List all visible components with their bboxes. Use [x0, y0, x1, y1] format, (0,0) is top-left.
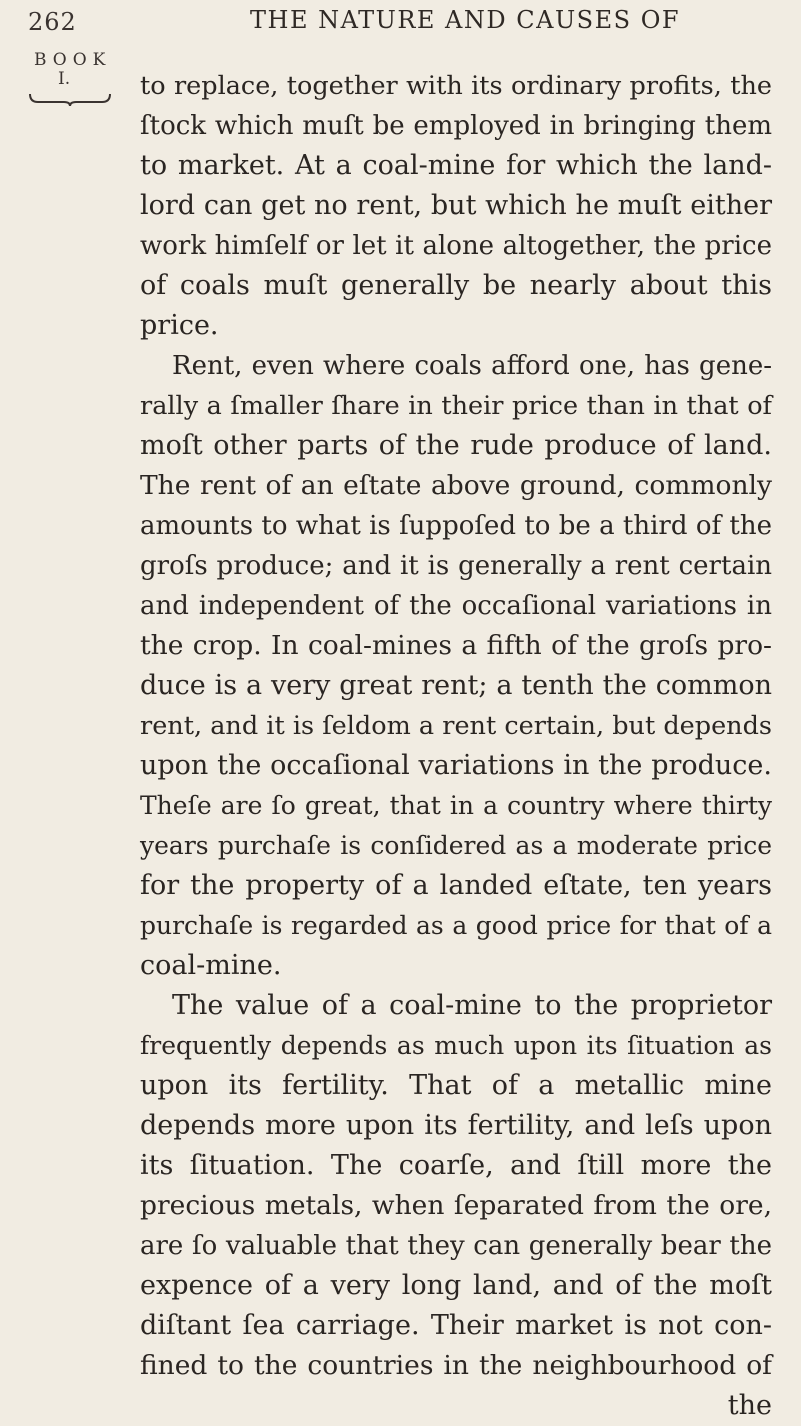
text-line: expence of a very long land, and of the moſt [140, 1270, 772, 1301]
text-line: duce is a very great rent; a tenth the common [140, 670, 772, 701]
text-line: rent, and it is ſeldom a rent certain, but depends [140, 711, 772, 741]
text-line: and independent of the occaſional variations in [140, 591, 772, 621]
text-line: for the property of a landed eſtate, ten years [140, 870, 772, 901]
text-line: its ſituation. The coarſe, and ſtill more the [140, 1150, 772, 1181]
marginal-brace-icon [28, 92, 112, 106]
text-line: the crop. In coal-mines a fifth of the groſs pro- [140, 630, 772, 661]
text-line: moſt other parts of the rude produce of land. [140, 430, 772, 461]
text-line: price. [140, 310, 219, 341]
running-head: THE NATURE AND CAUSES OF [250, 6, 681, 34]
text-line: amounts to what is ſuppoſed to be a third of the [140, 511, 772, 541]
text-line: rally a ſmaller ſhare in their price than in that of [140, 391, 772, 421]
text-line: of coals muſt generally be nearly about this [140, 270, 772, 301]
paragraph-start-line: Rent, even where coals afford one, has gene- [172, 351, 772, 381]
text-line: precious metals, when ſeparated from the ore, [140, 1190, 772, 1221]
book-marker: BOOK [34, 50, 112, 70]
text-line: The rent of an eſtate above ground, commonly [140, 470, 772, 501]
text-line: upon its fertility. That of a metallic mine [140, 1070, 772, 1101]
text-line: upon the occaſional variations in the produce. [140, 750, 772, 781]
text-line: years purchaſe is conſidered as a moderate price [140, 831, 772, 860]
catchword: the [727, 1390, 772, 1421]
text-line: coal-mine. [140, 950, 282, 981]
text-line: diſtant ſea carriage. Their market is not con- [140, 1310, 772, 1341]
text-line: lord can get no rent, but which he muſt either [140, 190, 772, 221]
paragraph-start-line: The value of a coal-mine to the proprietor [172, 990, 772, 1021]
text-line: ſtock which muſt be employed in bringing them [140, 111, 772, 141]
page-number: 262 [28, 8, 77, 36]
text-line: purchaſe is regarded as a good price for that of a [140, 911, 772, 940]
text-line: to replace, together with its ordinary profits, the [140, 71, 772, 101]
text-line: to market. At a coal-mine for which the land- [140, 150, 772, 181]
text-line: depends more upon its fertility, and leſs upon [140, 1110, 772, 1141]
text-line: frequently depends as much upon its ſituation as [140, 1031, 772, 1060]
text-line: are ſo valuable that they can generally bear the [140, 1231, 772, 1261]
text-line: groſs produce; and it is generally a rent certain [140, 551, 772, 581]
book-volume-number: I. [58, 69, 71, 89]
text-line: fined to the countries in the neighbourhood of [140, 1350, 772, 1381]
text-line: work himſelf or let it alone altogether, the price [140, 231, 772, 261]
text-line: Theſe are ſo great, that in a country where thirty [140, 791, 772, 820]
